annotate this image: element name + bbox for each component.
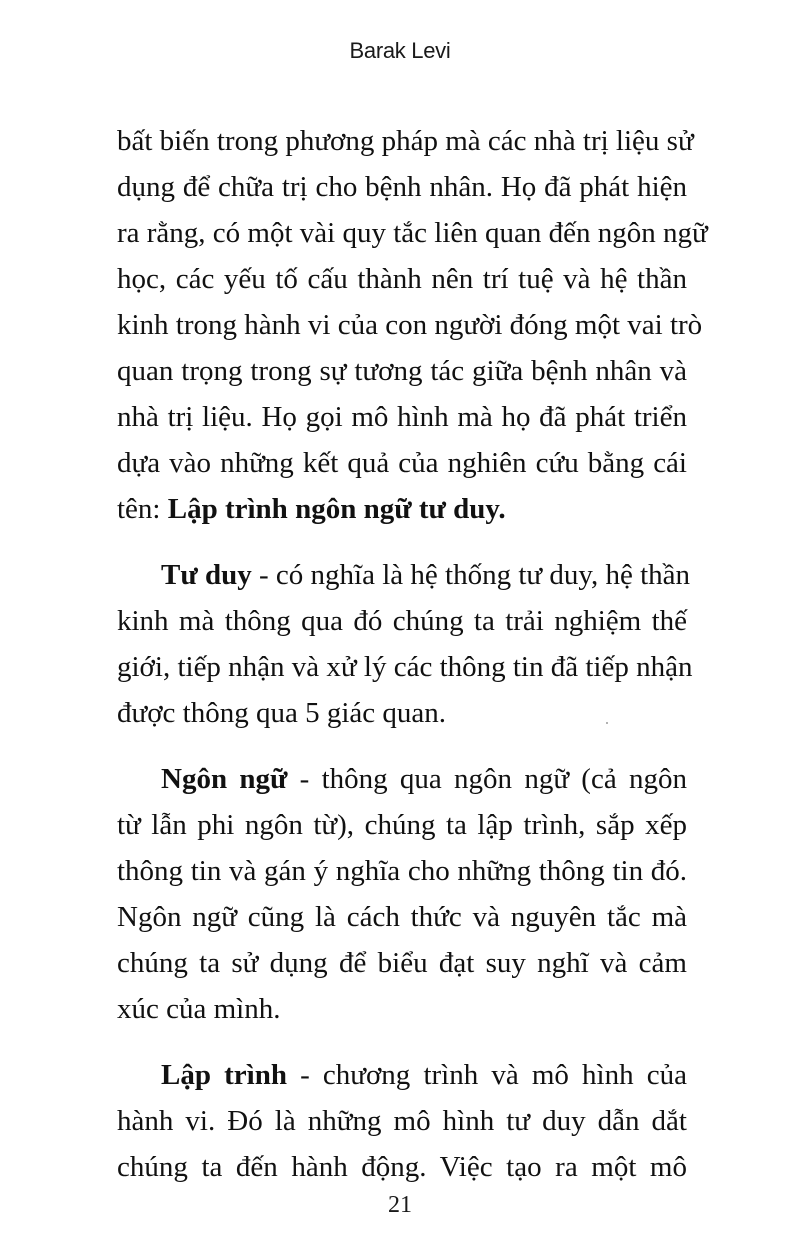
print-speck xyxy=(606,722,608,724)
text-line xyxy=(117,552,691,598)
text-line: kinh trong hành vi của con người đóng một vai trò xyxy=(117,309,703,341)
text-fragment: tên: xyxy=(117,493,168,525)
text-line xyxy=(117,1052,687,1098)
text-line: quan trọng trong sự tương tác giữa bệnh nhân và xyxy=(117,355,687,387)
text-line: ra rằng, có một vài quy tắc liên quan đến ngôn ngữ xyxy=(117,217,708,249)
text-fragment: - có nghĩa là hệ thống tư duy, hệ thần xyxy=(251,559,691,591)
text-line xyxy=(117,486,687,532)
text-line: thông tin và gán ý nghĩa cho những thông tin đó. xyxy=(117,855,687,887)
text-fragment: - chương trình và mô hình của xyxy=(286,1059,687,1091)
paragraph-tu-duy xyxy=(117,552,693,736)
page-number: 21 xyxy=(388,1192,412,1218)
text-line: hành vi. Đó là những mô hình tư duy dẫn dắt xyxy=(117,1105,687,1137)
text-line: kinh mà thông qua đó chúng ta trải nghiệm thế xyxy=(117,605,687,637)
running-head-author: Barak Levi xyxy=(349,38,451,63)
bold-term-lap-trinh: Lập trình xyxy=(161,1059,287,1091)
text-line: giới, tiếp nhận và xử lý các thông tin đã tiếp nhận xyxy=(117,651,693,683)
text-line: xúc của mình. xyxy=(117,993,281,1025)
text-line: chúng ta sử dụng để biểu đạt suy nghĩ và cảm xyxy=(117,947,687,979)
bold-term-ngon-ngu: Ngôn ngữ xyxy=(161,763,288,795)
text-line xyxy=(117,756,687,802)
paragraph-lap-trinh xyxy=(117,1052,687,1190)
text-line: nhà trị liệu. Họ gọi mô hình mà họ đã phát triển xyxy=(117,401,687,433)
text-line: chúng ta đến hành động. Việc tạo ra một mô xyxy=(117,1151,687,1183)
text-line: dựa vào những kết quả của nghiên cứu bằng cái xyxy=(117,447,687,479)
text-fragment: - thông qua ngôn ngữ (cả ngôn xyxy=(287,763,687,795)
paragraph-intro xyxy=(117,118,708,532)
body-text xyxy=(117,118,708,1210)
bold-term-tu-duy: Tư duy xyxy=(161,559,252,591)
text-line: từ lẫn phi ngôn từ), chúng ta lập trình, sắp xếp xyxy=(117,809,687,841)
text-line: Ngôn ngữ cũng là cách thức và nguyên tắc mà xyxy=(117,901,687,933)
text-line: dụng để chữa trị cho bệnh nhân. Họ đã phát hiện xyxy=(117,171,687,203)
text-line: bất biến trong phương pháp mà các nhà trị liệu sử xyxy=(117,125,694,157)
text-line: học, các yếu tố cấu thành nên trí tuệ và hệ thần xyxy=(117,263,687,295)
bold-term-nlp: Lập trình ngôn ngữ tư duy. xyxy=(167,493,506,525)
text-line: được thông qua 5 giác quan. xyxy=(117,697,447,729)
paragraph-ngon-ngu xyxy=(117,756,687,1032)
